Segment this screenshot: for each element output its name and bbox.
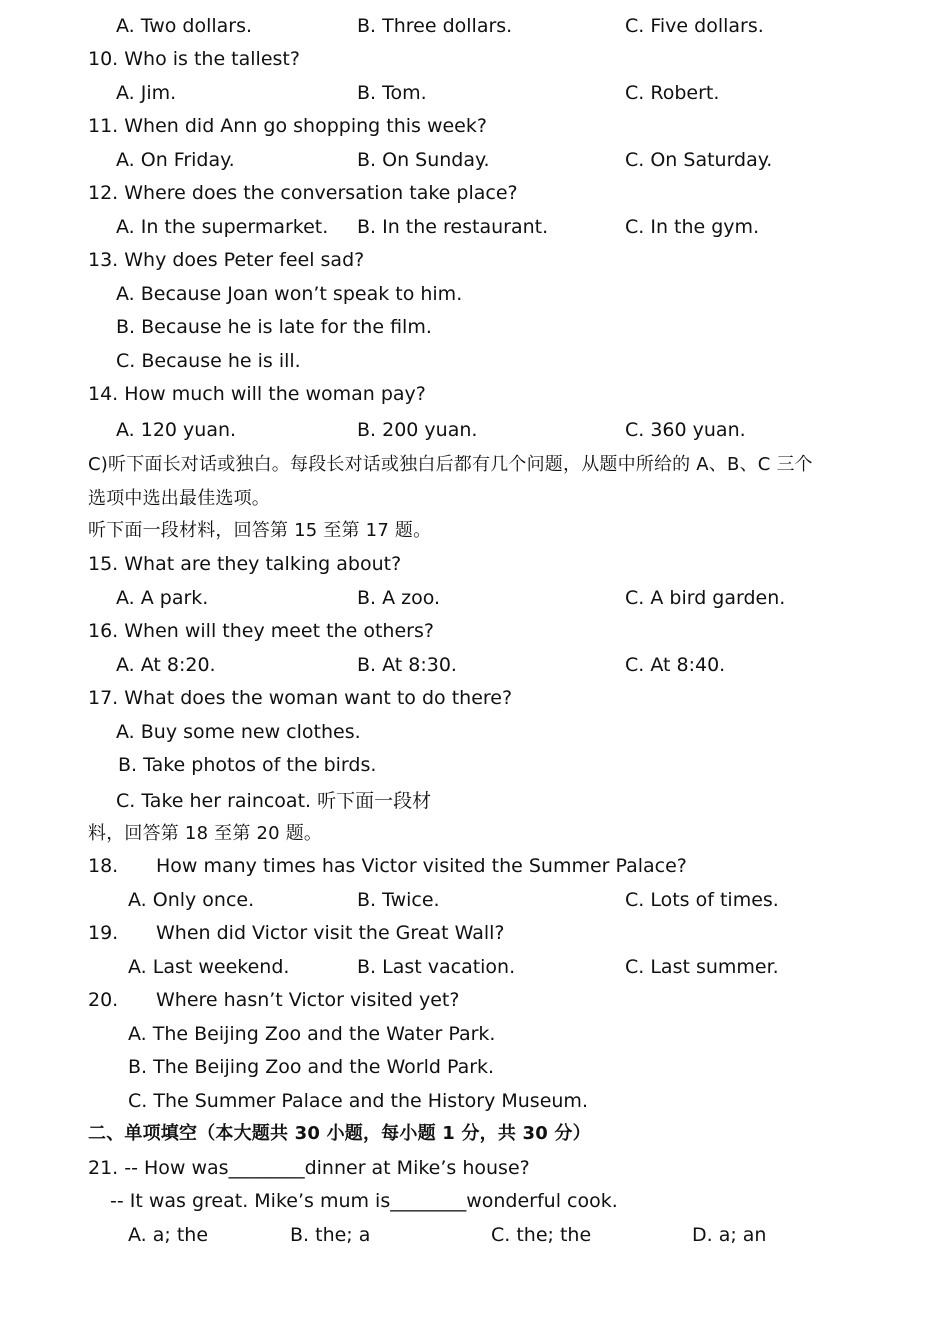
q13-option-b: B. Because he is late for the film. — [116, 316, 432, 338]
q20-option-c: C. The Summer Palace and the History Museum. — [128, 1090, 588, 1112]
group1-instruction: 听下面一段材料，回答第 15 至第 17 题。 — [88, 520, 432, 541]
q16-option-a: A. At 8:20. — [116, 654, 216, 676]
q10-option-a: A. Jim. — [116, 82, 177, 104]
section-c-instruction-line2: 选项中选出最佳选项。 — [88, 488, 270, 509]
q18-option-a: A. Only once. — [128, 889, 255, 911]
q11-option-c: C. On Saturday. — [625, 149, 773, 171]
q17-option-b: B. Take photos of the birds. — [118, 754, 377, 776]
section-c-instruction-line1: C)听下面长对话或独白。每段长对话或独白后都有几个问题，从题中所给的 A、B、C 三个 — [88, 454, 813, 475]
q19-number: 19. — [88, 922, 119, 944]
q21-option-b: B. the; a — [290, 1224, 371, 1246]
q12-option-b: B. In the restaurant. — [357, 216, 549, 238]
q18-number: 18. — [88, 855, 119, 877]
q9-option-a: A. Two dollars. — [116, 15, 253, 37]
q9-option-c: C. Five dollars. — [625, 15, 764, 37]
q20-option-a: A. The Beijing Zoo and the Water Park. — [128, 1023, 496, 1045]
q15-question: 15. What are they talking about? — [88, 553, 402, 575]
q18-option-b: B. Twice. — [357, 889, 440, 911]
q19-option-a: A. Last weekend. — [128, 956, 290, 978]
q12-question: 12. Where does the conversation take place? — [88, 182, 518, 204]
q10-option-c: C. Robert. — [625, 82, 720, 104]
q19-option-c: C. Last summer. — [625, 956, 779, 978]
q16-question: 16. When will they meet the others? — [88, 620, 434, 642]
q21-option-c: C. the; the — [491, 1224, 592, 1246]
q9-option-b: B. Three dollars. — [357, 15, 513, 37]
q21-option-d: D. a; an — [692, 1224, 767, 1246]
q13-question: 13. Why does Peter feel sad? — [88, 249, 365, 271]
q17-option-c: C. Take her raincoat. 听下面一段材 — [116, 790, 432, 812]
q10-option-b: B. Tom. — [357, 82, 427, 104]
q15-option-c: C. A bird garden. — [625, 587, 786, 609]
q14-option-a: A. 120 yuan. — [116, 419, 237, 441]
q13-option-a: A. Because Joan won’t speak to him. — [116, 283, 463, 305]
q21-option-a: A. a; the — [128, 1224, 209, 1246]
q11-option-b: B. On Sunday. — [357, 149, 490, 171]
q17-option-a: A. Buy some new clothes. — [116, 721, 361, 743]
q14-question: 14. How much will the woman pay? — [88, 383, 426, 405]
q15-option-a: A. A park. — [116, 587, 209, 609]
q14-option-c: C. 360 yuan. — [625, 419, 746, 441]
q16-option-b: B. At 8:30. — [357, 654, 457, 676]
q12-option-c: C. In the gym. — [625, 216, 760, 238]
q20-number: 20. — [88, 989, 119, 1011]
q20-question: Where hasn’t Victor visited yet? — [156, 989, 460, 1011]
q19-option-b: B. Last vacation. — [357, 956, 516, 978]
q11-option-a: A. On Friday. — [116, 149, 235, 171]
q21-line2: -- It was great. Mike’s mum is________wonderful cook. — [110, 1190, 618, 1212]
q10-question: 10. Who is the tallest? — [88, 48, 300, 70]
q13-option-c: C. Because he is ill. — [116, 350, 301, 372]
q15-option-b: B. A zoo. — [357, 587, 441, 609]
q18-question: How many times has Victor visited the Summer Palace? — [156, 855, 687, 877]
q20-option-b: B. The Beijing Zoo and the World Park. — [128, 1056, 495, 1078]
group2-instruction: 料，回答第 18 至第 20 题。 — [88, 823, 323, 844]
q14-option-b: B. 200 yuan. — [357, 419, 478, 441]
q17-question: 17. What does the woman want to do there? — [88, 687, 513, 709]
q18-option-c: C. Lots of times. — [625, 889, 779, 911]
q16-option-c: C. At 8:40. — [625, 654, 726, 676]
q11-question: 11. When did Ann go shopping this week? — [88, 115, 487, 137]
q21-line1: 21. -- How was________dinner at Mike’s house? — [88, 1157, 530, 1179]
q12-option-a: A. In the supermarket. — [116, 216, 329, 238]
q19-question: When did Victor visit the Great Wall? — [156, 922, 505, 944]
section-2-title: 二、单项填空（本大题共 30 小题，每小题 1 分，共 30 分） — [88, 1123, 591, 1144]
